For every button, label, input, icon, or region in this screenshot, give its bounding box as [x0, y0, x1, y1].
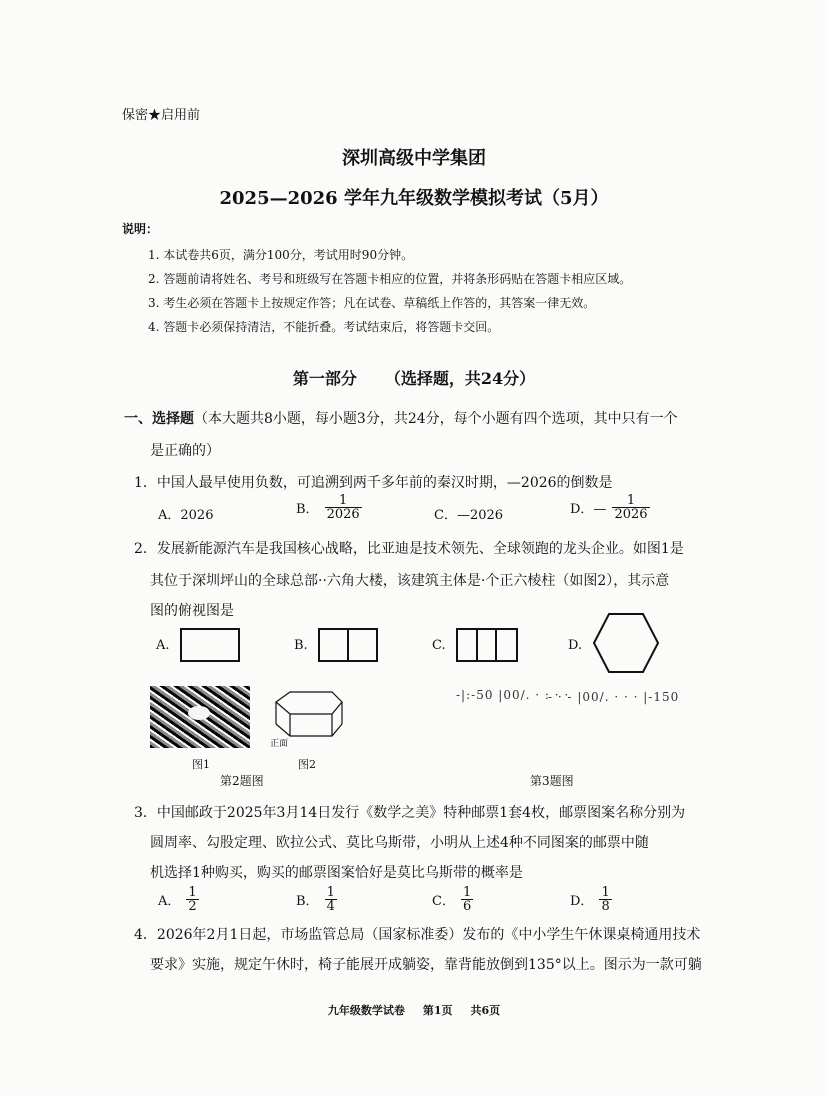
- q3-option-a: A． $\frac{1}{2}$: [158, 885, 197, 914]
- notes-heading: 说明：: [122, 222, 159, 236]
- note-item: 1. 本试卷共6页，满分100分，考试用时90分钟。: [148, 248, 414, 262]
- fraction: $\frac{1}{2}$: [188, 885, 197, 914]
- note-item: 2. 答题前请将姓名、考号和班级写在答题卡相应的位置，并将条形码贴在答题卡相应区域。: [148, 272, 632, 286]
- fraction: $\frac{1}{6}$: [462, 885, 472, 914]
- q3-option-d: D． $\frac{1}{8}$: [570, 885, 610, 914]
- question-3-stem-line: 圆周率、勾股定理、欧拉公式、莫比乌斯带，小明从上述4种不同图案的邮票中随: [150, 835, 649, 851]
- fraction: $\frac{1}{2026}$: [614, 493, 648, 522]
- question-4-stem-line: 4．2026年2月1日起，市场监管总局（国家标准委）发布的《中小学生午休课桌椅通用技术: [134, 927, 701, 943]
- q3-figure-fragment: - · - |00/. · · · |-150: [548, 690, 680, 704]
- q2-option-a-rectangle: [180, 628, 240, 662]
- q1-option-b: B． $\frac{1}{2026}$: [296, 493, 360, 522]
- section-desc-cont: 是正确的）: [150, 443, 220, 459]
- figure-2-label: 图2: [298, 758, 316, 771]
- q2-option-c-label: C.: [432, 638, 446, 653]
- q3-option-c: C． $\frac{1}{6}$: [432, 885, 472, 914]
- fraction: $\frac{1}{2026}$: [326, 493, 360, 522]
- question-1-stem: 1．中国人最早使用负数，可追溯到两千多年前的秦汉时期，—2026的倒数是: [134, 475, 613, 491]
- photo-courtyard: [188, 706, 210, 720]
- exam-title: 2025—2026 学年九年级数学模拟考试（5月）: [219, 188, 609, 209]
- school-name: 深圳高级中学集团: [342, 148, 486, 169]
- section-desc: （本大题共8小题，每小题3分，共24分，每个小题有四个选项，其中只有一个: [194, 411, 678, 427]
- question-3-stem-line: 机选择1种购买，购买的邮票图案恰好是莫比乌斯带的概率是: [150, 865, 523, 881]
- q1-option-d: D．— $\frac{1}{2026}$: [570, 493, 648, 522]
- footer-page: 第1页: [422, 1004, 453, 1017]
- q2-option-b-label: B.: [294, 638, 308, 653]
- question-2-stem-line: 图的俯视图是: [150, 603, 234, 619]
- footer-subject: 九年级数学试卷: [327, 1004, 405, 1017]
- q3-option-b: B． $\frac{1}{4}$: [296, 885, 335, 914]
- q2-option-d-label: D.: [568, 638, 583, 653]
- q1-option-c: C．—2026: [434, 508, 504, 523]
- question-2-stem-line: 2．发展新能源汽车是我国核心战略，比亚迪是技术领先、全球领跑的龙头企业。如图1是: [134, 541, 684, 557]
- part-name: 第一部分: [292, 369, 357, 388]
- question-2-stem-line: 其位于深圳坪山的全球总部··六角大楼，该建筑主体是·个正六棱柱（如图2），其示意: [150, 573, 670, 589]
- note-item: 4. 答题卡必须保持清洁，不能折叠。考试结束后，将答题卡交回。: [148, 320, 500, 334]
- question-3-stem-line: 3．中国邮政于2025年3月14日发行《数学之美》特种邮票1套4枚，邮票图案名称分别为: [134, 805, 686, 821]
- page-footer: [0, 1002, 828, 1018]
- q2-figure-caption: 第2题图: [220, 774, 264, 788]
- q1-option-a: A．2026: [158, 508, 214, 523]
- q2-option-d-hexagon: [592, 612, 660, 674]
- q3-figure-fragment: -|:-50 |00/. · : · ·: [456, 688, 570, 702]
- fraction: $\frac{1}{4}$: [326, 885, 335, 914]
- q2-option-c-rectangle: [456, 628, 518, 662]
- part-title: [0, 366, 828, 389]
- q2-option-a-label: A.: [156, 638, 170, 653]
- note-item: 3. 考生必须在答题卡上按规定作答；凡在试卷、草稿纸上作答的，其答案一律无效。: [148, 296, 596, 310]
- q2-option-b-rectangle: [318, 628, 378, 662]
- footer-total: 共6页: [470, 1004, 501, 1017]
- section-label: 一、选择题: [124, 411, 194, 427]
- question-4-stem-line: 要求》实施，规定午休时，椅子能展开成躺姿，靠背能放倒到135°以上。图示为一款可躺: [150, 957, 702, 973]
- fraction: $\frac{1}{8}$: [601, 885, 610, 914]
- q3-figure-caption: 第3题图: [530, 774, 574, 788]
- figure-1-label: 图1: [192, 758, 210, 771]
- front-label: 正面: [270, 739, 289, 749]
- part-subtitle: （选择题，共24分）: [384, 369, 536, 388]
- section-heading: [124, 408, 678, 428]
- confidential-mark: 保密★启用前: [122, 108, 201, 123]
